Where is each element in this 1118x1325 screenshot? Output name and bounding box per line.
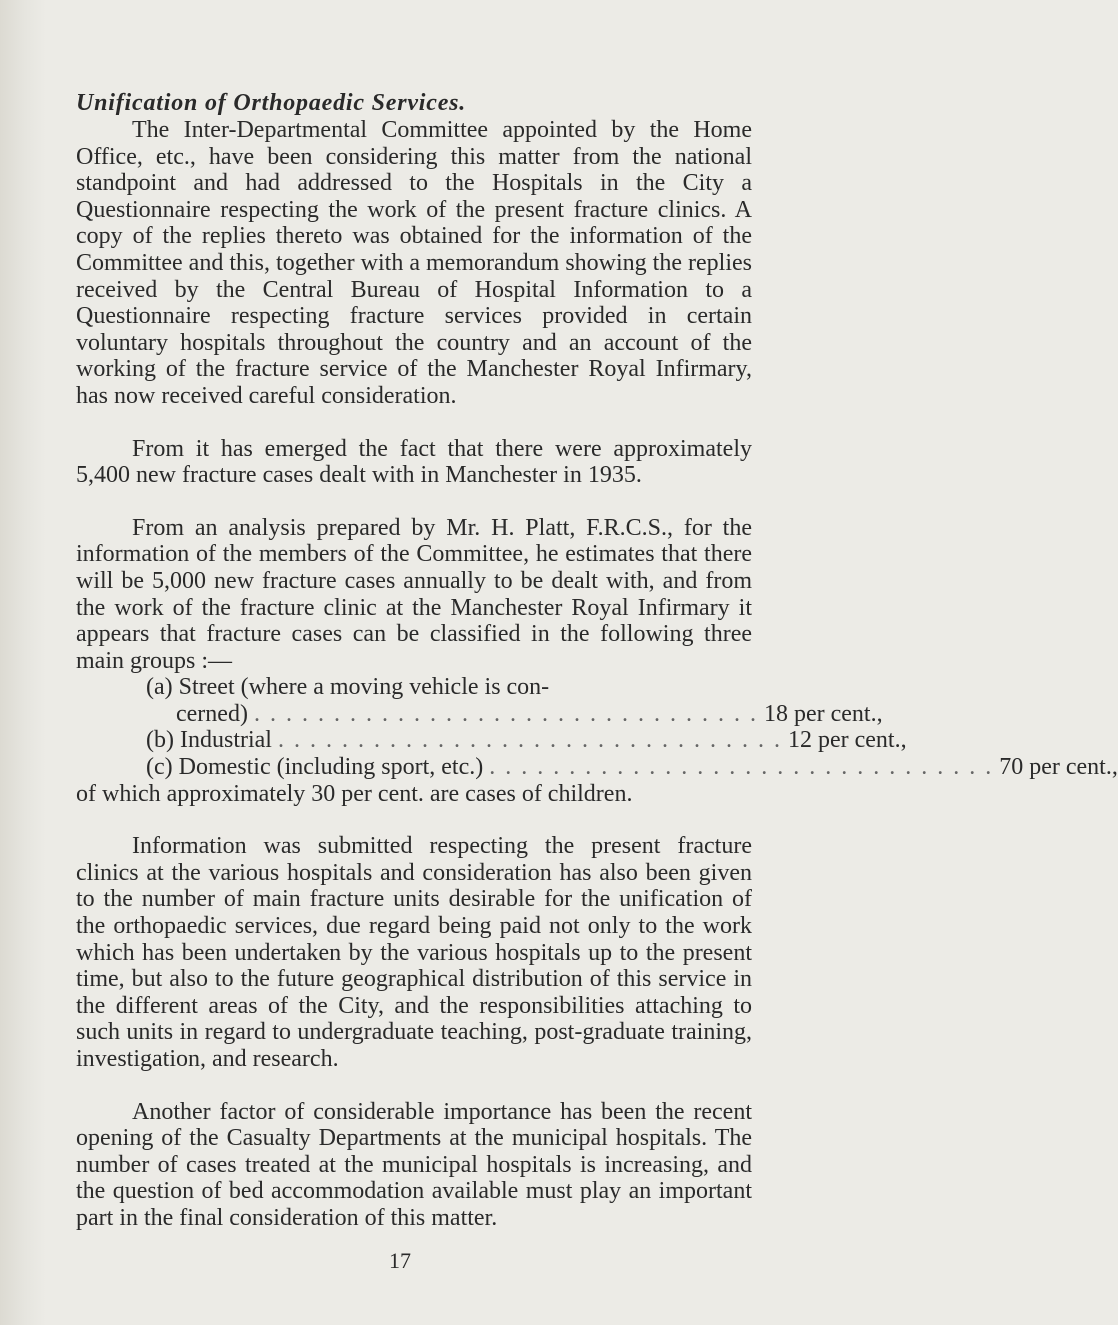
children-note: of which approximately 30 per cent. are cases of children. — [76, 780, 633, 807]
paragraph-fracture-count: From it has emerged the fact that there were approximately 5,400 new fracture cases dealt with in Manchester in 1935. — [76, 435, 752, 489]
group-a-label-line2: cerned) — [176, 700, 248, 727]
leader-dots: . . . . . . . . . . . . . . . . . . . . . . . . . . . . . . . . — [277, 727, 782, 754]
group-b-row — [76, 727, 907, 754]
group-b-value: 12 per cent., — [787, 727, 907, 754]
page-edge-shadow — [0, 0, 46, 1325]
fracture-groups-list — [76, 674, 1118, 781]
section-title: Unification of Orthopaedic Services. — [76, 90, 467, 116]
group-a-value: 18 per cent., — [763, 700, 883, 727]
paragraph-clinics: Information was submitted respecting the present fracture clinics at the various hospitals and consideration has also been given to the number of main fracture units desirable for the unification of the orthopaedic services, due regard being paid not only to the work which has been undertaken by the various hospitals up to the present time, but also to the future geographical distribution of this service in the different areas of the City, and the responsibilities attaching to such units in regard to undergraduate teaching, post-graduate training, investigation, and research. — [76, 833, 752, 1072]
group-c-row — [76, 754, 1118, 781]
group-c-label: (c) Domestic (including sport, etc.) — [146, 754, 484, 781]
document-page — [76, 90, 1118, 1232]
paragraph-committee: The Inter-Departmental Committee appointed by the Home Office, etc., have been considering this matter from the national standpoint and had addressed to the Hospitals in the City a Questionnaire respecting the work of the present fracture clinics. A copy of the replies thereto was obtained for the information of the Committee and this, together with a memorandum showing the replies received by the Central Bureau of Hospital Information to a Questionnaire respecting fracture services provided in certain voluntary hospitals throughout the country and an account of the working of the fracture service of the Manchester Royal Infirmary, has now received careful consideration. — [76, 117, 752, 409]
group-c-value: 70 per cent., — [999, 754, 1118, 781]
paragraph-casualty: Another factor of considerable importance has been the recent opening of the Casualty Departments at the municipal hospitals. The number of cases treated at the municipal hospitals is increasing, and the question of bed accommodation available must play an important part in the final consideration of this matter. — [76, 1098, 752, 1231]
group-a-label-line1: (a) Street (where a moving vehicle is con- — [146, 674, 550, 701]
paragraph-analysis: From an analysis prepared by Mr. H. Platt, F.R.C.S., for the information of the members of the Committee, he estimates that there will be 5,000 new fracture cases annually to be dealt with, and from the work of the fracture clinic at the Manchester Royal Infirmary it appears that fracture cases can be classified in the following three main groups :— — [76, 514, 752, 674]
leader-dots: . . . . . . . . . . . . . . . . . . . . . . . . . . . . . . . . — [489, 754, 994, 781]
group-b-label: (b) Industrial — [146, 727, 272, 754]
group-a-row — [76, 700, 883, 728]
page-number: 17 — [389, 1248, 411, 1273]
leader-dots: . . . . . . . . . . . . . . . . . . . . . . . . . . . . . . . . — [253, 700, 758, 727]
